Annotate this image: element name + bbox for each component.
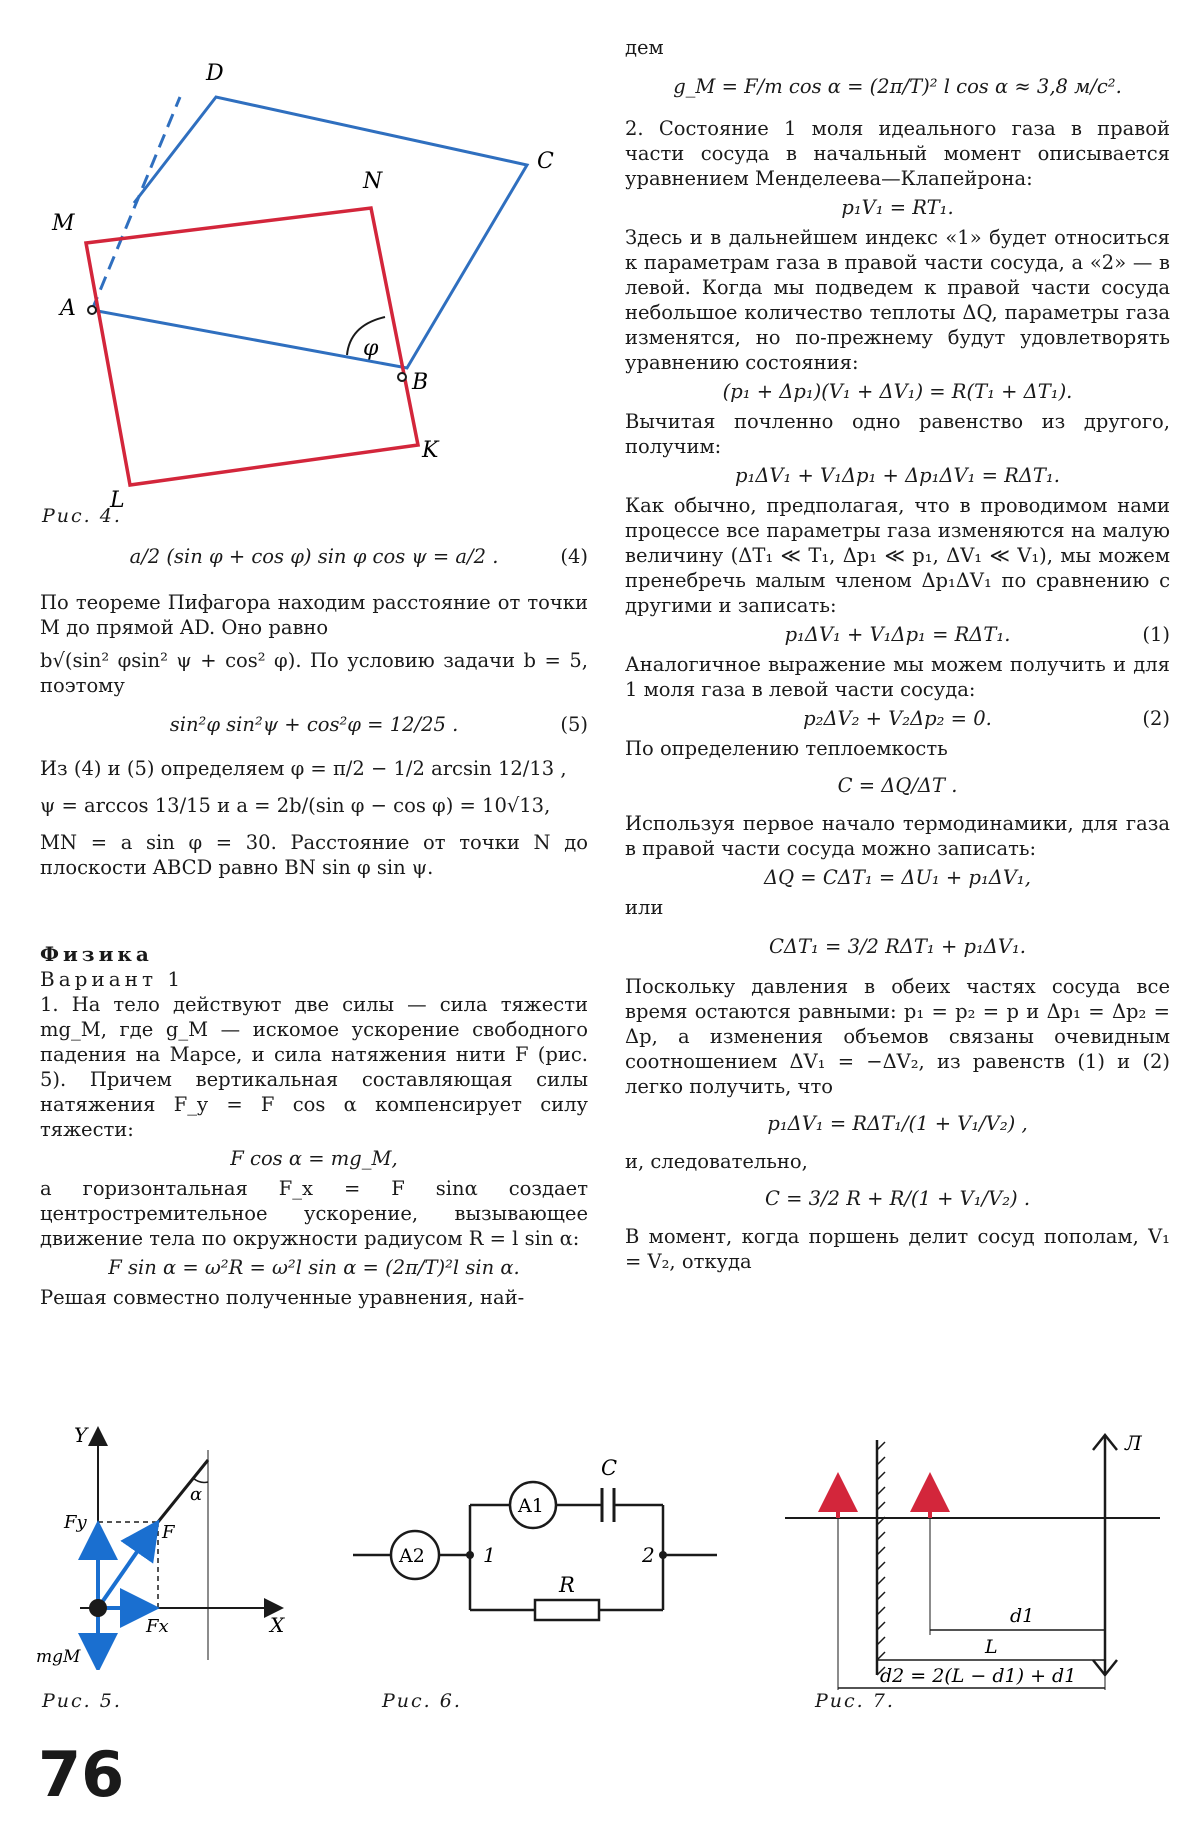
equation-number: (2) <box>1142 707 1170 730</box>
fig6-caption: Рис. 6. <box>382 1690 462 1712</box>
figure-6 <box>345 1450 725 1650</box>
paragraph: Вычитая почленно одно равенство из другого, получим: <box>625 410 1170 458</box>
node-1 <box>466 1551 474 1559</box>
edge-AD-dashed <box>92 97 180 310</box>
paragraph: а горизонтальная F_x = F sinα создает центростремительное ускорение, вызывающее движение тела по окружности радиусом R = l sin α: <box>40 1177 588 1250</box>
equation-4: a/2 (sin φ + cos φ) sin φ cos ψ = a/2 . (4) <box>129 545 588 568</box>
equation: C = 3/2 R + R/(1 + V₁/V₂) . <box>764 1187 1031 1210</box>
paragraph: ψ = arccos 13/15 и a = 2b/(sin φ − cos φ) = 10√13, <box>40 794 551 817</box>
page-number: 76 <box>38 1738 125 1811</box>
node-2 <box>659 1551 667 1559</box>
label-A2: A2 <box>399 1545 425 1567</box>
paragraph: По определению теплоемкость <box>625 737 948 760</box>
label-X: X <box>270 1613 285 1637</box>
paragraph: В момент, когда поршень делит сосуд пополам, V₁ = V₂, откуда <box>625 1225 1170 1273</box>
paragraph: Используя первое начало термодинамики, для газа в правой части сосуда можно записать: <box>625 812 1170 860</box>
force-F-arrow <box>98 1526 155 1608</box>
label-Fx: Fx <box>146 1616 169 1637</box>
label-d1: d1 <box>1010 1605 1035 1627</box>
equation: ΔQ = CΔT₁ = ΔU₁ + p₁ΔV₁, <box>764 866 1031 889</box>
paragraph: Поскольку давления в обеих частях сосуда все время остаются равными: p₁ = p₂ = p и Δp₁ = Δp₂ = Δp, а изменения объемов связаны очевидным соотношением ΔV₁ = −ΔV₂, из равенств (1) и (2) легко получить, что <box>625 975 1170 1098</box>
equation-2: p₂ΔV₂ + V₂Δp₂ = 0. (2) <box>803 707 1170 730</box>
equation: CΔT₁ = 3/2 RΔT₁ + p₁ΔV₁. <box>769 935 1026 958</box>
label-M: M <box>52 211 75 236</box>
label-phi: φ <box>363 336 379 361</box>
label-node-2: 2 <box>642 1543 655 1567</box>
paragraph: и, следовательно, <box>625 1150 808 1173</box>
label-Y: Y <box>74 1423 88 1447</box>
equation: F cos α = mg_M, <box>230 1147 398 1170</box>
paragraph: 1. На тело действуют две силы — сила тяжести mg_M, где g_M — искомое ускорение свободного падения на Марсе, и сила натяжения нити F (рис. 5). Причем вертикальная составляющая силы натяжения F_y = F cos α компенсирует силу тяжести: <box>40 993 588 1141</box>
angle-alpha-arc <box>193 1478 208 1483</box>
label-N: N <box>363 169 383 194</box>
label-A1: A1 <box>518 1495 544 1517</box>
label-D: D <box>206 61 224 86</box>
paragraph: По теореме Пифагора находим расстояние от точки M до прямой AD. Оно равно <box>40 591 588 639</box>
left-column <box>40 540 588 1312</box>
body <box>89 1599 107 1617</box>
label-C: C <box>537 149 554 174</box>
label-L: L <box>985 1636 998 1658</box>
resistor <box>535 1600 599 1620</box>
paragraph: 2. Состояние 1 моля идеального газа в правой части сосуда в начальный момент описывается уравнением Менделеева—Клапейрона: <box>625 117 1170 190</box>
section-heading: Физика <box>40 942 153 966</box>
label-R: R <box>559 1573 575 1597</box>
fig7-caption: Рис. 7. <box>815 1690 895 1712</box>
label-F: F <box>162 1522 175 1543</box>
equation: F sin α = ω²R = ω²l sin α = (2π/T)²l sin α. <box>108 1256 520 1279</box>
equation-number: (1) <box>1142 623 1170 646</box>
label-Fy: Fy <box>64 1512 87 1533</box>
label-K: K <box>422 438 439 463</box>
paragraph: или <box>625 896 664 919</box>
equation: C = ΔQ/ΔT . <box>837 774 958 797</box>
label-alpha: α <box>190 1484 203 1505</box>
paragraph: Здесь и в дальнейшем индекс «1» будет относиться к параметрам газа в правой части сосуда, а «2» — в левой. Когда мы подведем к правой части сосуда небольшое количество теплоты ΔQ, параметры газа изменятся, но по-прежнему будут удовлетворять уравнению состояния: <box>625 226 1170 374</box>
paragraph: Решая совместно полученные уравнения, най- <box>40 1286 525 1309</box>
variant-heading: Вариант 1 <box>40 967 185 991</box>
equation: p₁V₁ = RT₁. <box>841 196 954 219</box>
label-node-1: 1 <box>483 1543 496 1567</box>
paragraph: MN = a sin φ = 30. Расстояние от точки N до плоскости ABCD равно BN sin φ sin ψ. <box>40 831 588 879</box>
fig4-caption: Рис. 4. <box>42 505 122 527</box>
figure-7 <box>780 1420 1180 1690</box>
label-L: L <box>110 488 125 513</box>
paragraph: дем <box>625 36 664 59</box>
paragraph: b√(sin² φsin² ψ + cos² φ). По условию задачи b = 5, поэтому <box>40 649 588 697</box>
label-C: C <box>601 1456 618 1480</box>
point-A <box>88 306 96 314</box>
paragraph: Аналогичное выражение мы можем получить и для 1 моля газа в левой части сосуда: <box>625 653 1170 701</box>
equation: p₁ΔV₁ + V₁Δp₁ + Δp₁ΔV₁ = RΔT₁. <box>735 464 1060 487</box>
equation-number: (4) <box>560 545 588 568</box>
figure-4 <box>40 55 600 525</box>
label-d2: d2 = 2(L − d1) + d1 <box>880 1665 1077 1687</box>
label-A: A <box>60 296 76 321</box>
equation-number: (5) <box>560 713 588 736</box>
equation: (p₁ + Δp₁)(V₁ + ΔV₁) = R(T₁ + ΔT₁). <box>722 380 1073 403</box>
point-B <box>398 373 406 381</box>
label-B: B <box>412 370 429 395</box>
equation-5: sin²φ sin²ψ + cos²φ = 12/25 . (5) <box>169 713 588 736</box>
right-column <box>625 35 1170 1276</box>
equation-1: p₁ΔV₁ + V₁Δp₁ = RΔT₁. (1) <box>784 623 1170 646</box>
label-mg: mgM <box>36 1647 81 1667</box>
label-lens: Л <box>1125 1431 1142 1455</box>
paragraph: Как обычно, предполагая, что в проводимом нами процессе все параметры газа изменяются на малую величину (ΔT₁ ≪ T₁, Δp₁ ≪ p₁, ΔV₁ ≪ V₁), мы можем пренебречь малым членом Δp₁ΔV₁ по сравнению с другими и записать: <box>625 494 1170 617</box>
fig5-caption: Рис. 5. <box>42 1690 122 1712</box>
equation: g_M = F/m cos α = (2π/T)² l cos α ≈ 3,8 м/с². <box>673 75 1122 98</box>
equation: p₁ΔV₁ = RΔT₁/(1 + V₁/V₂) , <box>767 1112 1028 1135</box>
figure-5 <box>30 1420 320 1670</box>
paragraph: Из (4) и (5) определяем φ = π/2 − 1/2 arcsin 12/13 , <box>40 757 567 780</box>
